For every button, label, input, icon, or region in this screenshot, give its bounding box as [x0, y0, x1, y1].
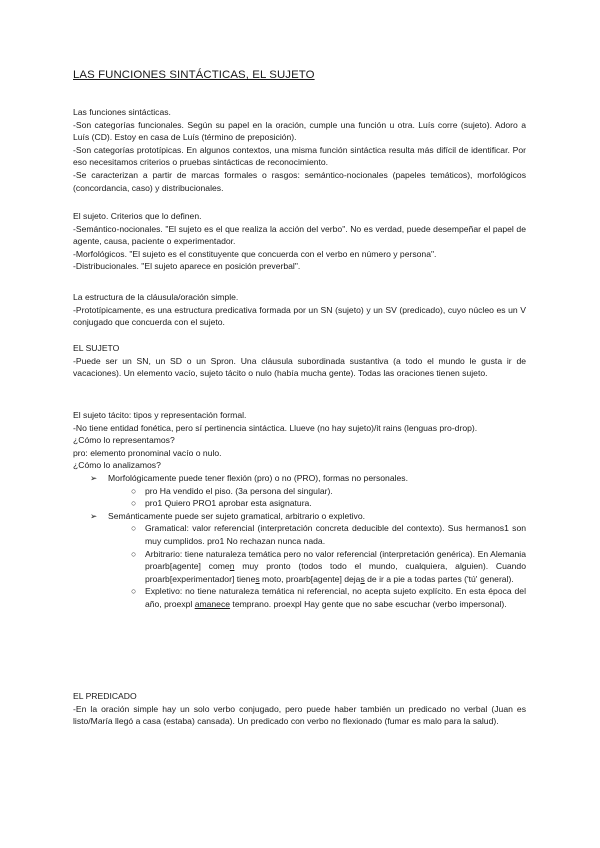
- section-heading: La estructura de la cláusula/oración simple.: [73, 292, 239, 302]
- sub-bullet-list: [73, 522, 526, 610]
- section-heading: EL SUJETO: [73, 343, 120, 353]
- bullet-list: [73, 510, 526, 523]
- sub-list-item: [73, 522, 526, 547]
- hollow-circle-bullet-icon: ○: [131, 523, 137, 534]
- section-heading: El sujeto. Criterios que lo definen.: [73, 211, 202, 221]
- paragraph: -Puede ser un SN, un SD o un Spron. Una cláusula subordinada sustantiva (a todo el mundo le gusta ir de vacaciones). Un elemento vacío, sujeto tácito o nulo (había mucha gente). Todas las oraciones tienen sujeto.: [73, 355, 526, 379]
- hollow-circle-bullet-icon: ○: [131, 485, 137, 496]
- sub-list-item: [73, 497, 526, 510]
- arrowhead-bullet-icon: ➢: [90, 472, 98, 483]
- list-item: [73, 472, 526, 485]
- paragraph: ¿Cómo lo representamos?: [73, 435, 175, 446]
- arrowhead-bullet-icon: ➢: [90, 510, 98, 521]
- list-item: [73, 510, 526, 523]
- section-heading: Las funciones sintácticas.: [73, 107, 171, 117]
- section-heading: El sujeto tácito: tipos y representación formal.: [73, 410, 247, 420]
- paragraph: -Son categorías funcionales. Según su papel en la oración, cumple una función u otra. Luís corre (sujeto). Adoro a Luís (CD). Estoy en casa de Luís (término de preposición).: [73, 119, 526, 143]
- paragraph: ¿Cómo lo analizamos?: [73, 460, 161, 471]
- sub-list-item-text: Expletivo: no tiene naturaleza temática ni referencial, no acepta sujeto explícito. En esta época del año, proexpl amanece temprano. proexpl Hay gente que no sabe escuchar (verbo impersonal).: [145, 586, 526, 609]
- sub-list-item-text: Gramatical: valor referencial (interpretación concreta deducible del contexto). Sus hermanos1 son muy cumplidos. pro1 No rechazan nunca nada.: [145, 523, 526, 546]
- sub-list-item: [73, 485, 526, 498]
- paragraph: -Se caracterizan a partir de marcas formales o rasgos: semántico-nocionales (papeles temáticos), morfológicos (concordancia, caso) y distribucionales.: [73, 169, 526, 193]
- paragraph: -No tiene entidad fonética, pero sí pertinencia sintáctica. Llueve (no hay sujeto)/it rains (lenguas pro-drop).: [73, 422, 478, 433]
- sub-bullet-list: [73, 485, 526, 510]
- sub-list-item-text: pro1 Quiero PRO1 aprobar esta asignatura.: [145, 498, 312, 509]
- sub-list-item-text: Arbitrario: tiene naturaleza temática pero no valor referencial (interpretación genérica). En Alemania proarb[agente] comen muy pronto (todos todo el mundo, cualquiera, alguien). Cuando proarb[experimentador] tienes moto, proarb[agente] dejas de ir a pie a todas partes ('tú' general).: [145, 548, 526, 584]
- section-criterios: [73, 210, 526, 273]
- bullet-list: [73, 472, 526, 485]
- paragraph: -Morfológicos. "El sujeto es el constituyente que concuerda con el verbo en número y persona".: [73, 248, 437, 259]
- list-item-text: Semánticamente puede ser sujeto gramatical, arbitrario o expletivo.: [108, 510, 365, 521]
- hollow-circle-bullet-icon: ○: [131, 548, 137, 559]
- section-heading: EL PREDICADO: [73, 691, 137, 701]
- hollow-circle-bullet-icon: ○: [131, 586, 137, 597]
- section-sujeto: [73, 342, 526, 380]
- paragraph: -Semántico-nocionales. "El sujeto es el que realiza la acción del verbo". No es verdad, puede desempeñar el papel de agente, causa, paciente o experimentador.: [73, 223, 526, 247]
- section-funciones: [73, 106, 526, 194]
- paragraph: -Son categorías prototípicas. En algunos contextos, una misma función sintáctica resulta más difícil de identificar. Por eso necesitamos criterios o pruebas sintácticas de reconocimiento.: [73, 144, 526, 168]
- paragraph: -En la oración simple hay un solo verbo conjugado, pero puede haber también un predicado no verbal (Juan es listo/María llegó a casa (estaba) cansada). Un predicado con verbo no flexionado (fumar es malo para la salud).: [73, 703, 526, 727]
- sub-list-item: [73, 548, 526, 586]
- paragraph: pro: elemento pronominal vacío o nulo.: [73, 447, 222, 458]
- hollow-circle-bullet-icon: ○: [131, 498, 137, 509]
- sub-list-item: [73, 585, 526, 610]
- section-sujeto-tacito: [73, 409, 526, 611]
- section-predicado: [73, 690, 526, 728]
- document-title: LAS FUNCIONES SINTÁCTICAS, EL SUJETO: [73, 69, 315, 81]
- paragraph: -Prototípicamente, es una estructura predicativa formada por un SN (sujeto) y un SV (predicado), cuyo núcleo es un V conjugado que concuerda con el sujeto.: [73, 304, 526, 328]
- paragraph: -Distribucionales. "El sujeto aparece en posición preverbal".: [73, 261, 301, 272]
- list-item-text: Morfológicamente puede tener flexión (pro) o no (PRO), formas no personales.: [108, 472, 408, 483]
- section-estructura: [73, 291, 526, 329]
- sub-list-item-text: pro Ha vendido el piso. (3a persona del singular).: [145, 485, 333, 496]
